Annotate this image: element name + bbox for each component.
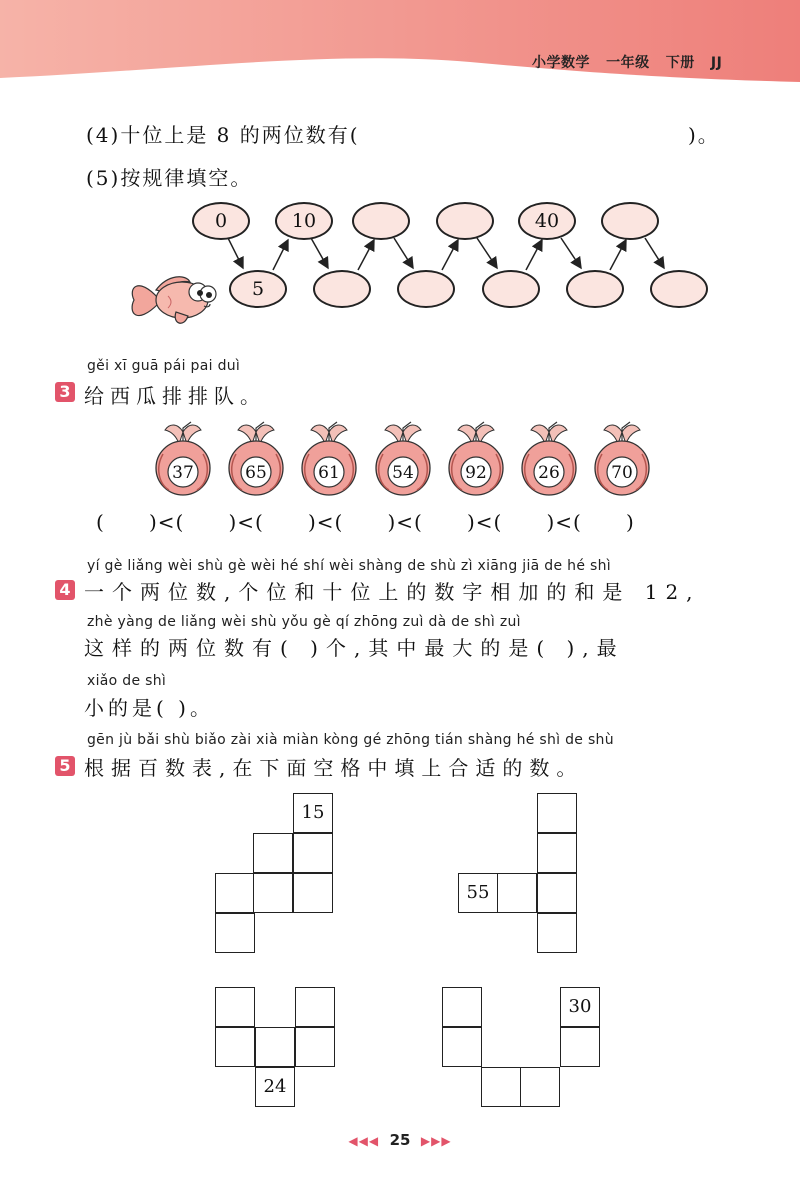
header-subject: 小学数学 — [532, 55, 590, 71]
grid-cell[interactable] — [215, 913, 255, 953]
grid-cell[interactable] — [442, 1027, 482, 1067]
section3-pinyin: gěi xī guā pái pai duì — [87, 358, 241, 374]
watermelon — [229, 422, 283, 495]
grid-cell[interactable] — [293, 873, 333, 913]
pattern-top-oval: 10 — [275, 202, 333, 240]
watermelon-number: 26 — [538, 463, 560, 483]
section5-pinyin: gēn jù bǎi shù biǎo zài xià miàn kòng gé zhōng tián shàng hé shì de shù — [87, 732, 614, 748]
pattern-bottom-oval[interactable] — [650, 270, 708, 308]
pattern-bottom-oval[interactable] — [482, 270, 540, 308]
grid-cell[interactable] — [295, 987, 335, 1027]
grid-cell[interactable] — [295, 1027, 335, 1067]
right-arrows-icon: ▶▶▶ — [420, 1134, 452, 1148]
grid-cell[interactable] — [481, 1067, 521, 1107]
goldfish-illustration — [128, 268, 220, 330]
grid-cell[interactable] — [537, 873, 577, 913]
watermelon — [156, 422, 210, 495]
section3-title: 给西瓜排排队。 — [84, 384, 266, 408]
grid-cell[interactable] — [537, 833, 577, 873]
grid-cell[interactable] — [537, 793, 577, 833]
watermelon — [522, 422, 576, 495]
watermelon-number: 54 — [392, 463, 414, 483]
section4-line-3[interactable]: 小的是( )。 — [84, 696, 214, 720]
q5-text: (5)按规律填空。 — [86, 166, 253, 190]
watermelon-number: 37 — [172, 463, 194, 483]
pattern-top-oval: 0 — [192, 202, 250, 240]
grid-cell[interactable] — [253, 873, 293, 913]
watermelon — [302, 422, 356, 495]
section4-badge: 4 — [55, 580, 75, 600]
grid-cell: 15 — [293, 793, 333, 833]
left-arrows-icon: ◀◀◀ — [348, 1134, 380, 1148]
watermelon — [376, 422, 430, 495]
grid-cell: 30 — [560, 987, 600, 1027]
watermelon-number: 70 — [611, 463, 633, 483]
header-edition: JJ — [710, 55, 723, 71]
grid-cell[interactable] — [215, 1027, 255, 1067]
grid-cell[interactable] — [215, 987, 255, 1027]
page-number: 25 — [389, 1131, 411, 1149]
pattern-bottom-oval[interactable] — [397, 270, 455, 308]
ordering-inequality[interactable]: ( )<( )<( )<( )<( )<( )<( ) — [96, 510, 635, 534]
grid-cell: 55 — [458, 873, 498, 913]
section4-pinyin-1: yí gè liǎng wèi shù gè wèi hé shí wèi shàng de shù zì xiāng jiā de hé shì — [87, 558, 611, 574]
pattern-bottom-oval[interactable] — [313, 270, 371, 308]
watermelon-number: 92 — [465, 463, 487, 483]
grid-cell[interactable] — [253, 833, 293, 873]
section3-badge: 3 — [55, 382, 75, 402]
watermelon-number: 65 — [245, 463, 267, 483]
section4-line-1: 一个两位数,个位和十位上的数字相加的和是 12, — [84, 580, 701, 604]
watermelon-number: 61 — [318, 463, 340, 483]
pattern-bottom-oval: 5 — [229, 270, 287, 308]
q4-close: )。 — [688, 123, 720, 147]
pattern-top-oval[interactable] — [436, 202, 494, 240]
pattern-top-oval: 40 — [518, 202, 576, 240]
watermelon-row — [140, 410, 660, 500]
pattern-bottom-oval[interactable] — [566, 270, 624, 308]
grid-cell[interactable] — [497, 873, 537, 913]
grid-cell[interactable] — [560, 1027, 600, 1067]
grid-cell[interactable] — [537, 913, 577, 953]
grid-cell[interactable] — [293, 833, 333, 873]
section5-title: 根据百数表,在下面空格中填上合适的数。 — [84, 756, 584, 780]
page-footer — [0, 1131, 800, 1149]
watermelon — [449, 422, 503, 495]
q4-text: (4)十位上是 8 的两位数有( — [86, 123, 360, 147]
grid-cell[interactable] — [215, 873, 255, 913]
watermelon — [595, 422, 649, 495]
grid-cell[interactable] — [442, 987, 482, 1027]
pattern-top-oval[interactable] — [601, 202, 659, 240]
section4-line-2[interactable]: 这样的两位数有( )个,其中最大的是( ),最 — [84, 636, 625, 660]
section5-badge: 5 — [55, 756, 75, 776]
pattern-top-oval[interactable] — [352, 202, 410, 240]
section4-pinyin-2: zhè yàng de liǎng wèi shù yǒu gè qí zhōng zuì dà de shì zuì — [87, 614, 521, 630]
header-volume: 下册 — [665, 55, 695, 71]
grid-cell[interactable] — [520, 1067, 560, 1107]
section4-pinyin-3: xiǎo de shì — [87, 673, 167, 689]
grid-cell: 24 — [255, 1067, 295, 1107]
grid-cell[interactable] — [255, 1027, 295, 1067]
header-grade: 一年级 — [606, 55, 650, 71]
